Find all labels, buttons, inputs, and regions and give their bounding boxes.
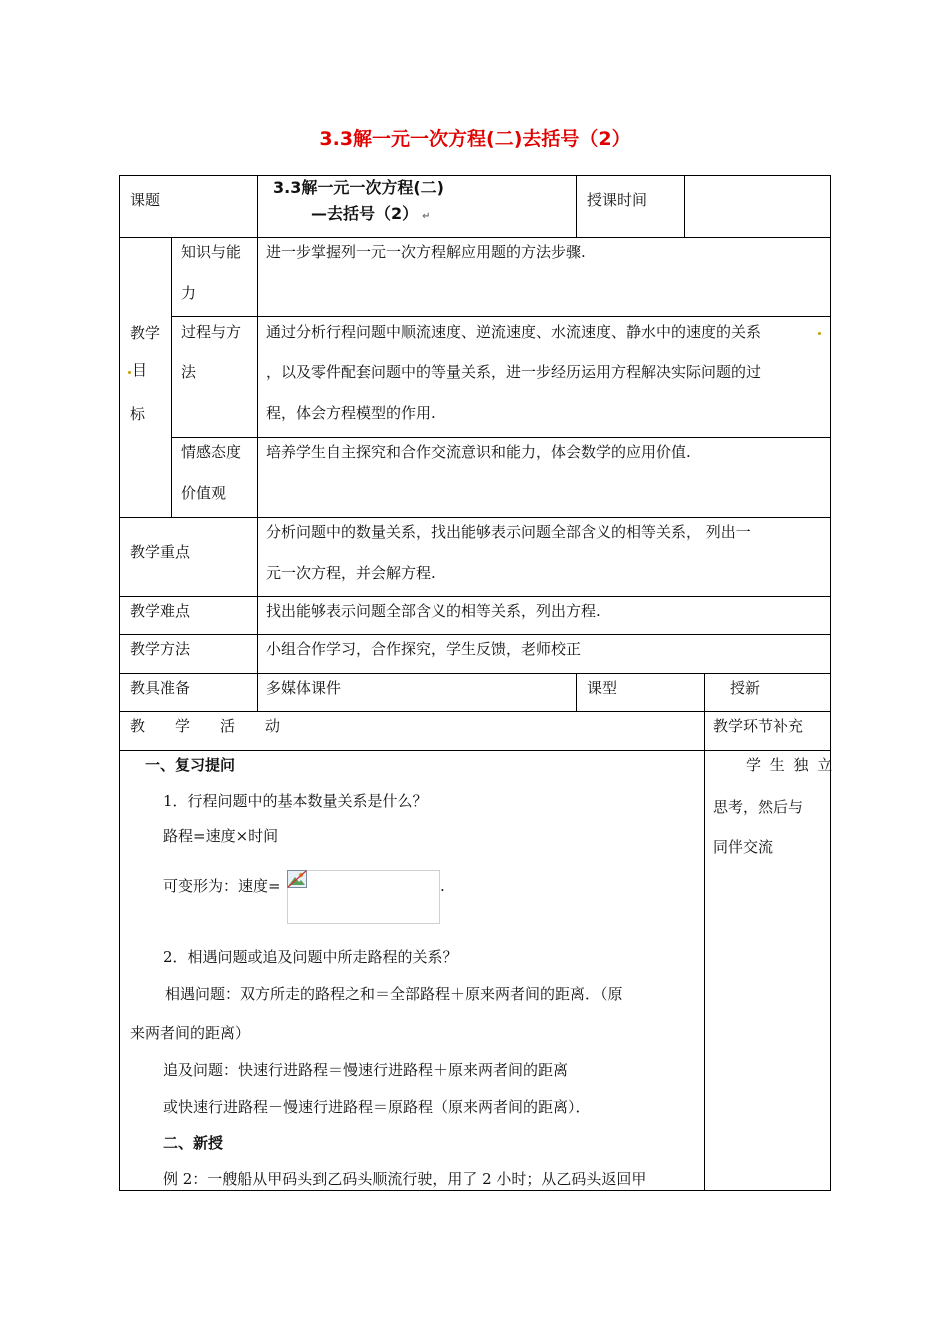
- answer-2-line-2: 来两者间的距离）: [130, 1024, 251, 1042]
- answer-2-line-1: 相遇问题：双方所走的路程之和＝全部路程＋原来两者间的距离．（原: [165, 985, 623, 1003]
- knowledge-label-1: 知识与能: [181, 243, 242, 261]
- knowledge-text: 进一步掌握列一元一次方程解应用题的方法步骤.: [266, 243, 586, 261]
- type-text: 授新: [730, 679, 761, 697]
- mark-dot: [128, 371, 131, 374]
- question-2: 2．相遇问题或追及问题中所走路程的关系？: [163, 948, 458, 966]
- key-text-1: 分析问题中的数量关系，找出能够表示问题全部含义的相等关系， 列出一: [266, 523, 751, 541]
- process-text-3: 程，体会方程模型的作用.: [266, 404, 436, 422]
- tools-text: 多媒体课件: [266, 679, 342, 697]
- question-1: 1．行程问题中的基本数量关系是什么？: [163, 792, 428, 810]
- side-note-1: 学 生 独 立: [746, 756, 835, 774]
- emotion-label-2: 价值观: [181, 484, 227, 502]
- activity-label: 教 学 活 动: [130, 717, 281, 735]
- side-note-3: 同伴交流: [713, 838, 774, 856]
- formula-image-frame: [287, 870, 440, 924]
- topic-line-2: —去括号（2） ↵: [311, 204, 431, 223]
- supplement-label: 教学环节补充: [713, 717, 804, 735]
- answer-1-formula-suffix: .: [440, 877, 445, 895]
- difficult-label: 教学难点: [130, 602, 191, 620]
- answer-2-line-4: 或快速行进路程－慢速行进路程＝原路程（原来两者间的距离）．: [163, 1098, 591, 1116]
- process-label-1: 过程与方: [181, 323, 242, 341]
- mark-dot: [818, 332, 821, 335]
- answer-2-line-3: 追及问题：快速行进路程＝慢速行进路程＋原来两者间的距离: [163, 1061, 569, 1079]
- answer-1: 路程=速度×时间: [163, 827, 279, 845]
- topic-line-1: 3.3解一元一次方程(二): [273, 178, 444, 197]
- time-label: 授课时间: [587, 191, 648, 209]
- objectives-label-3: 标: [130, 405, 146, 423]
- section-review-heading: 一、复习提问: [145, 756, 236, 774]
- method-label: 教学方法: [130, 640, 191, 658]
- document-title: 3.3解一元一次方程(二)去括号（2）: [319, 128, 631, 150]
- difficult-text: 找出能够表示问题全部含义的相等关系，列出方程.: [266, 602, 601, 620]
- key-text-2: 元一次方程，并会解方程.: [266, 564, 436, 582]
- emotion-label-1: 情感态度: [181, 443, 242, 461]
- process-text-2: ，以及零件配套问题中的等量关系，进一步经历运用方程解决实际问题的过: [266, 363, 762, 381]
- process-text-1: 通过分析行程问题中顺流速度、逆流速度、水流速度、静水中的速度的关系: [266, 323, 762, 341]
- knowledge-label-2: 力: [181, 284, 197, 302]
- side-note-2: 思考，然后与: [713, 798, 804, 816]
- section-new-heading: 二、新授: [163, 1134, 224, 1152]
- emotion-text: 培养学生自主探究和合作交流意识和能力，体会数学的应用价值.: [266, 443, 691, 461]
- example-2: 例 2：一艘船从甲码头到乙码头顺流行驶，用了 2 小时；从乙码头返回甲: [163, 1170, 647, 1188]
- method-text: 小组合作学习，合作探究，学生反馈，老师校正: [266, 640, 582, 658]
- key-label: 教学重点: [130, 543, 191, 561]
- tools-label: 教具准备: [130, 679, 191, 697]
- topic-label: 课题: [130, 191, 161, 209]
- type-label: 课型: [587, 679, 618, 697]
- objectives-label-2: 目: [132, 361, 148, 379]
- return-mark-icon: ↵: [422, 211, 431, 222]
- answer-1-formula-prefix: 可变形为：速度=: [163, 877, 281, 895]
- broken-image-icon: [287, 870, 307, 888]
- process-label-2: 法: [181, 363, 197, 381]
- objectives-label-1: 教学: [130, 324, 161, 342]
